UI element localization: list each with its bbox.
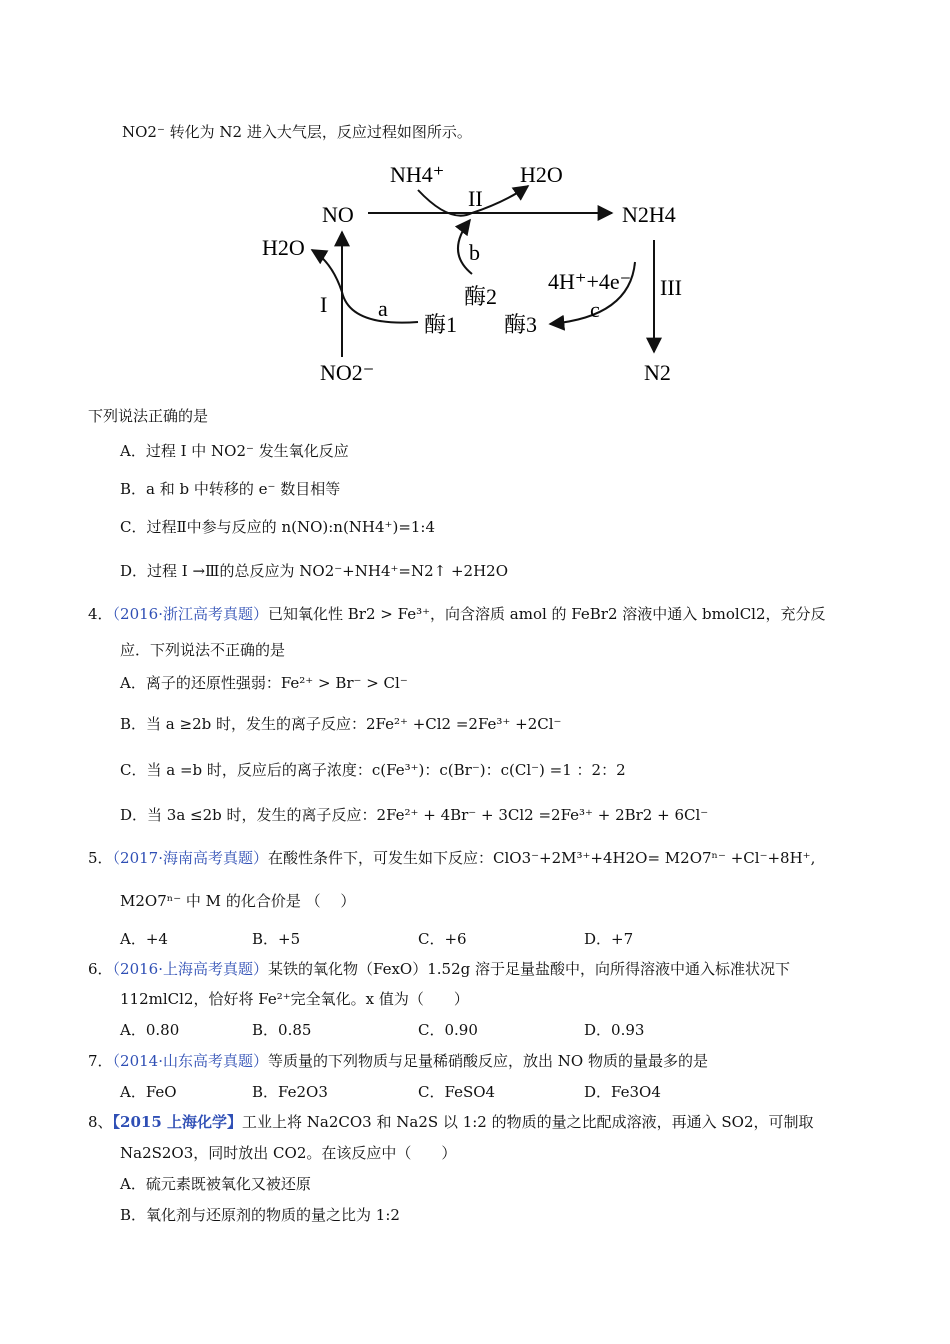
q3-option-d[interactable]: D．过程 I →Ⅲ的总反应为 NO2⁻+NH4⁺=N2↑ +2H2O — [120, 562, 509, 580]
label-c: c — [590, 297, 600, 322]
label-no2: NO2⁻ — [320, 360, 375, 385]
q4-option-b[interactable]: B．当 a ≥2b 时，发生的离子反应：2Fe²⁺ +Cl2 =2Fe³⁺ +2Cl⁻ — [120, 715, 562, 733]
label-n2: N2 — [644, 360, 671, 385]
q5-stem1: 在酸性条件下，可发生如下反应：ClO3⁻+2M³⁺+4H2O= M2O7ⁿ⁻ +Cl⁻+8H⁺, — [268, 849, 816, 867]
q6-stem-line2: 112mlCl2，恰好将 Fe²⁺完全氧化。x 值为（ ） — [120, 990, 469, 1008]
q4-stem-line2: 应．下列说法不正确的是 — [120, 641, 286, 659]
q4-option-a[interactable]: A．离子的还原性强弱：Fe²⁺ > Br⁻ > Cl⁻ — [120, 674, 408, 692]
q8-option-a[interactable]: A．硫元素既被氧化又被还原 — [120, 1175, 311, 1193]
q3-stem: 下列说法正确的是 — [88, 407, 209, 425]
q5-stem-line1 — [88, 847, 815, 868]
q7-option-c[interactable]: C．FeSO4 — [418, 1083, 496, 1101]
q8-stem-line1 — [88, 1111, 813, 1132]
q6-option-d[interactable]: D．0.93 — [584, 1021, 645, 1039]
q3-option-a[interactable]: A．过程 I 中 NO2⁻ 发生氧化反应 — [120, 442, 349, 460]
q8-stem-line2: Na2S2O3，同时放出 CO2。在该反应中（ ） — [120, 1144, 457, 1162]
q5-option-a[interactable]: A．+4 — [120, 930, 168, 948]
q4-number: 4． — [88, 605, 113, 623]
label-n2h4: N2H4 — [622, 202, 676, 227]
label-no: NO — [322, 202, 354, 227]
q6-source[interactable]: （2016·上海高考真题） — [112, 960, 268, 978]
q7-number: 7． — [88, 1052, 113, 1070]
label-enzyme2: 酶2 — [464, 284, 498, 309]
label-enzyme1: 酶1 — [424, 312, 458, 337]
label-enzyme3: 酶3 — [504, 312, 538, 337]
q5-number: 5． — [88, 849, 113, 867]
q6-option-c[interactable]: C．0.90 — [418, 1021, 478, 1039]
q6-option-b[interactable]: B．0.85 — [252, 1021, 312, 1039]
label-step3: III — [660, 275, 682, 300]
label-four-h: 4H⁺+4e⁻ — [548, 269, 632, 294]
curve-a — [312, 250, 418, 323]
q8-stem1: 工业上将 Na2CO3 和 Na2S 以 1:2 的物质的量之比配成溶液，再通入 SO2，可制取 — [242, 1113, 814, 1131]
q6-stem-line1 — [88, 958, 790, 979]
q4-stem-line1 — [88, 603, 826, 624]
q7-option-a[interactable]: A．FeO — [120, 1083, 177, 1101]
q5-option-c[interactable]: C．+6 — [418, 930, 467, 948]
q4-option-c[interactable]: C．当 a =b 时，反应后的离子浓度：c(Fe³⁺)：c(Br⁻)：c(Cl⁻) =1 ：2：2 — [120, 761, 626, 779]
intro-text: NO2⁻ 转化为 N2 进入大气层，反应过程如图所示。 — [122, 123, 472, 141]
q5-option-b[interactable]: B．+5 — [252, 930, 301, 948]
q4-source[interactable]: （2016·浙江高考真题） — [112, 605, 268, 623]
q3-option-c[interactable]: C．过程Ⅱ中参与反应的 n(NO):n(NH4⁺)=1:4 — [120, 518, 436, 536]
q5-stem-line2: M2O7ⁿ⁻ 中 M 的化合价是 （ ） — [120, 892, 356, 910]
label-h2o-top: H2O — [520, 162, 563, 187]
q4-stem1: 已知氧化性 Br2 > Fe³⁺，向含溶质 amol 的 FeBr2 溶液中通入 bmolCl2，充分反 — [268, 605, 826, 623]
label-h2o-left: H2O — [262, 235, 305, 260]
label-b: b — [469, 240, 480, 265]
reaction-diagram — [250, 152, 700, 392]
q7-option-b[interactable]: B．Fe2O3 — [252, 1083, 328, 1101]
q6-number: 6． — [88, 960, 113, 978]
q7-stem-line — [88, 1050, 708, 1071]
q6-option-a[interactable]: A．0.80 — [120, 1021, 180, 1039]
label-step2: II — [468, 186, 483, 211]
q7-option-d[interactable]: D．Fe3O4 — [584, 1083, 661, 1101]
q7-stem: 等质量的下列物质与足量稀硝酸反应，放出 NO 物质的量最多的是 — [268, 1052, 708, 1070]
label-step1: I — [320, 292, 328, 317]
q5-option-d[interactable]: D．+7 — [584, 930, 634, 948]
q7-source[interactable]: （2014·山东高考真题） — [112, 1052, 268, 1070]
q3-option-b[interactable]: B．a 和 b 中转移的 e⁻ 数目相等 — [120, 480, 341, 498]
q6-stem1: 某铁的氧化物（FexO）1.52g 溶于足量盐酸中，向所得溶液中通入标准状况下 — [268, 960, 790, 978]
q4-option-d[interactable]: D．当 3a ≤2b 时，发生的离子反应：2Fe²⁺ + 4Br⁻ + 3Cl2 =2Fe³⁺ + 2Br2 + 6Cl⁻ — [120, 806, 709, 824]
q5-source[interactable]: （2017·海南高考真题） — [112, 849, 268, 867]
label-nh4: NH4⁺ — [390, 162, 445, 187]
q8-source[interactable]: 【2015 上海化学】 — [112, 1113, 243, 1131]
label-a: a — [378, 296, 388, 321]
q8-option-b[interactable]: B．氧化剂与还原剂的物质的量之比为 1:2 — [120, 1206, 400, 1224]
q8-number: 8、 — [88, 1113, 113, 1131]
